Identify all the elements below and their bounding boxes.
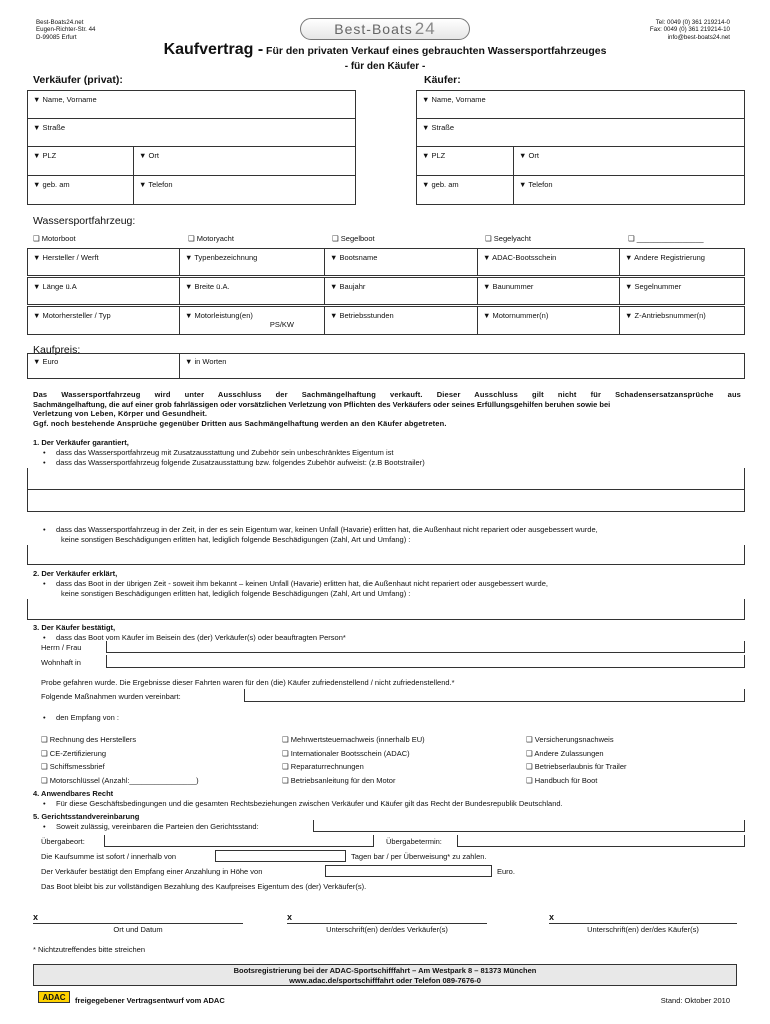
version-date: Stand: Oktober 2010 bbox=[660, 996, 730, 1005]
seller-phone-field[interactable]: ▼ Telefon bbox=[134, 176, 356, 205]
receipt-rechnung-checkbox[interactable]: ❑ Rechnung des Herstellers bbox=[41, 735, 137, 744]
type-segelboot-checkbox[interactable]: ❑ Segelboot bbox=[332, 234, 375, 243]
registration-line1: Bootsregistrierung bei der ADAC-Sportschifffahrt – Am Westpark 8 – 81373 München bbox=[233, 966, 537, 975]
s5-heading: 5. Gerichtsstandvereinbarung bbox=[33, 812, 140, 821]
anzahlung-label: Der Verkäufer bestätigt den Empfang einer Anzahlung in Höhe von bbox=[41, 867, 263, 876]
company-fax: Fax: 0049 (0) 361 219214-10 bbox=[649, 26, 730, 34]
company-name: Best-Boats24.net bbox=[36, 19, 84, 26]
anzahlung-field[interactable] bbox=[325, 865, 492, 877]
manufacturer-field[interactable]: ▼ Hersteller / Werft bbox=[27, 248, 180, 276]
adac-certificate-field[interactable]: ▼ ADAC-Bootsschein bbox=[478, 248, 620, 276]
receipt-messbrief-checkbox[interactable]: ❑ Schiffsmessbrief bbox=[41, 762, 105, 771]
note-text: * Nichtzutreffendes bitte streichen bbox=[33, 945, 146, 954]
year-field[interactable]: ▼ Baujahr bbox=[325, 277, 478, 305]
receipt-ce-checkbox[interactable]: ❑ CE-Zertifizierung bbox=[41, 748, 107, 758]
uebergabeort-field[interactable] bbox=[104, 835, 374, 847]
probe-text: Probe gefahren wurde. Die Ergebnisse dieser Fahrten waren für den (die) Käufer zufriedenstellend / nicht zufriedenstellend.* bbox=[41, 678, 455, 687]
length-field[interactable]: ▼ Länge ü.A bbox=[27, 277, 180, 305]
approval-text: freigegebener Vertragsentwurf vom ADAC bbox=[75, 996, 225, 1005]
s5-bullet1: • Soweit zulässig, vereinbaren die Parteien den Gerichtsstand: bbox=[43, 822, 259, 831]
type-motorboot-checkbox[interactable]: ❑ Motorboot bbox=[33, 234, 76, 243]
width-field[interactable]: ▼ Breite ü.A. bbox=[180, 277, 325, 305]
registration-line2: www.adac.de/sportschifffahrt oder Telefon 089-7676-0 bbox=[289, 975, 481, 985]
receipt-col3 bbox=[526, 733, 627, 787]
buyer-heading: Käufer: bbox=[424, 74, 461, 86]
s2-bullet1-cont: keine sonstigen Beschädigungen erlitten hat, lediglich folgende Beschädigungen (Zahl, Art und Umfang) : bbox=[61, 589, 411, 598]
sig-label-buyer: Unterschrift(en) der/des Käufer(s) bbox=[587, 925, 699, 934]
herr-field[interactable] bbox=[106, 641, 745, 653]
s3-empfang: • den Empfang von : bbox=[43, 713, 120, 722]
type-motoryacht-checkbox[interactable]: ❑ Motoryacht bbox=[188, 234, 234, 243]
page-subtitle: - für den Käufer - bbox=[344, 61, 426, 72]
seller-heading: Verkäufer (privat): bbox=[33, 74, 123, 86]
tagen-label: Tagen bar / per Überweisung* zu zahlen. bbox=[351, 852, 487, 861]
price-euro-field[interactable]: ▼ Euro bbox=[27, 353, 180, 379]
sig-line-seller[interactable] bbox=[287, 923, 487, 924]
s4-bullet1: • Für diese Geschäftsbedingungen und die gesamten Rechtsbeziehungen zwischen Verkäufer und Käufer gilt das Recht der Bundesrepublik Deutschland. bbox=[43, 799, 563, 808]
s1-bullet3-cont: keine sonstigen Beschädigungen erlitten hat, lediglich folgende Beschädigungen (Zahl, Art und Umfang) : bbox=[61, 535, 411, 544]
s1-bullet1: • dass das Wassersportfahrzeug mit Zusatzausstattung und Zubehör sein unbeschränktes Eigentum ist bbox=[43, 448, 394, 457]
accessories-field-2[interactable] bbox=[27, 490, 745, 512]
price-heading: Kaufpreis: bbox=[33, 344, 81, 356]
uebergabeort-label: Übergabeort: bbox=[41, 837, 85, 846]
receipt-col1 bbox=[41, 733, 199, 787]
seller-city-field[interactable]: ▼ Ort bbox=[134, 147, 356, 176]
price-words-field[interactable]: ▼ in Worten bbox=[180, 353, 745, 379]
disclaimer: Das Wassersportfahrzeug wird unter Ausschluss der Sachmängelhaftung verkauft. Dieser Ausschluss gilt nicht für Schadensersatzansprüche aus Sachmängelhaftung, die auf einer grob fahrlässigen oder vorsätzlichen Verletzung von Pflichten des Verkäufers oder seines Erfüllungsgehilfen beruhen sowie bei Verletzung von Leben, Körper und Gesundheit. Ggf. noch bestehende Ansprüche gegenüber Dritten aus Sachmängelhaftung werden an den Käufer abgetreten. bbox=[33, 390, 741, 428]
buyer-name-field[interactable]: ▼ Name, Vorname bbox=[416, 90, 745, 119]
s4-heading: 4. Anwendbares Recht bbox=[33, 789, 114, 798]
company-address bbox=[36, 19, 96, 41]
s3-heading: 3. Der Käufer bestätigt, bbox=[33, 623, 116, 632]
seller-name-field[interactable]: ▼ Name, Vorname bbox=[27, 90, 356, 119]
type-name-field[interactable]: ▼ Typenbezeichnung bbox=[180, 248, 325, 276]
company-city: D-99085 Erfurt bbox=[36, 33, 77, 41]
receipt-zulassungen-checkbox[interactable]: ❑ Andere Zulassungen bbox=[526, 748, 604, 758]
s1-heading: 1. Der Verkäufer garantiert, bbox=[33, 438, 129, 447]
company-contact bbox=[650, 19, 730, 41]
sig-x-2: x bbox=[287, 912, 293, 922]
massnahmen-field[interactable] bbox=[244, 689, 745, 702]
wohn-field[interactable] bbox=[106, 655, 745, 668]
s1-bullet2: • dass das Wassersportfahrzeug folgende Zusatzausstattung bzw. folgendes Zubehör aufweist: (z.B Bootstrailer) bbox=[43, 458, 425, 467]
uebergabetermin-label: Übergabetermin: bbox=[386, 837, 442, 846]
damage-field-1[interactable] bbox=[27, 545, 745, 565]
sig-line-buyer[interactable] bbox=[549, 923, 737, 924]
sig-line-date[interactable] bbox=[33, 923, 243, 924]
receipt-mwst-checkbox[interactable]: ❑ Mehrwertsteuernachweis (innerhalb EU) bbox=[282, 735, 425, 744]
receipt-col2 bbox=[282, 733, 425, 787]
engine-number-field[interactable]: ▼ Motornummer(n) bbox=[478, 306, 620, 335]
s3-bullet1: • dass das Boot vom Käufer im Beisein des (der) Verkäufer(s) oder beauftragten Person* bbox=[43, 633, 346, 642]
buyer-phone-field[interactable]: ▼ Telefon bbox=[514, 176, 745, 205]
receipt-bootsschein-checkbox[interactable]: ❑ Internationaler Bootsschein (ADAC) bbox=[282, 748, 410, 758]
buyer-city-field[interactable]: ▼ Ort bbox=[514, 147, 745, 176]
receipt-anleitung-checkbox[interactable]: ❑ Betriebsanleitung für den Motor bbox=[282, 775, 396, 785]
receipt-schluessel-checkbox[interactable]: ❑ Motorschlüssel (Anzahl:________________) bbox=[41, 775, 199, 785]
sig-label-date: Ort und Datum bbox=[113, 925, 163, 934]
s2-bullet1: • dass das Boot in der übrigen Zeit - soweit ihm bekannt – keinen Unfall (Havarie) erlitten hat, die Außenhaut nicht repariert oder ausgebessert wurde, bbox=[43, 579, 548, 588]
sig-x-1: x bbox=[33, 912, 39, 922]
herr-label: Herrn / Frau bbox=[41, 643, 82, 652]
type-segelyacht-checkbox[interactable]: ❑ Segelyacht bbox=[485, 234, 531, 243]
s1-bullet3: • dass das Wassersportfahrzeug in der Zeit, in der es sein Eigentum war, keinen Unfall (Havarie) erlitten hat, die Außenhaut nicht repariert oder ausgebessert wurde, bbox=[43, 525, 598, 534]
seller-street-field[interactable]: ▼ Straße bbox=[27, 119, 356, 147]
seller-birth-field[interactable]: ▼ geb. am bbox=[27, 176, 134, 205]
kaufsumme-days-field[interactable] bbox=[215, 850, 346, 862]
receipt-reparatur-checkbox[interactable]: ❑ Reparaturrechnungen bbox=[282, 762, 364, 771]
kaufsumme-label: Die Kaufsumme ist sofort / innerhalb von bbox=[41, 852, 177, 861]
other-registration-field[interactable]: ▼ Andere Registrierung bbox=[620, 248, 745, 276]
euro-label: Euro. bbox=[497, 867, 515, 876]
company-tel: Tel: 0049 (0) 361 219214-0 bbox=[655, 19, 730, 26]
company-email: info@best-boats24.net bbox=[667, 33, 730, 41]
sig-x-3: x bbox=[549, 912, 555, 922]
build-number-field[interactable]: ▼ Baunummer bbox=[478, 277, 620, 305]
adac-logo: ADAC bbox=[38, 991, 70, 1003]
boat-name-field[interactable]: ▼ Bootsname bbox=[325, 248, 478, 276]
s2-heading: 2. Der Verkäufer erklärt, bbox=[33, 569, 118, 578]
sig-label-seller: Unterschrift(en) der/des Verkäufer(s) bbox=[326, 925, 448, 934]
massnahmen-label: Folgende Maßnahmen wurden vereinbart: bbox=[41, 692, 181, 701]
buyer-birth-field[interactable]: ▼ geb. am bbox=[416, 176, 514, 205]
best-boats-logo: Best-Boats 24 bbox=[300, 18, 470, 40]
receipt-handbuch-checkbox[interactable]: ❑ Handbuch für Boot bbox=[526, 775, 598, 785]
receipt-versicherung-checkbox[interactable]: ❑ Versicherungsnachweis bbox=[526, 735, 614, 744]
sail-number-field[interactable]: ▼ Segelnummer bbox=[620, 277, 745, 305]
receipt-trailer-checkbox[interactable]: ❑ Betriebserlaubnis für Trailer bbox=[526, 762, 627, 771]
seller-zip-field[interactable]: ▼ PLZ bbox=[27, 147, 134, 176]
engine-maker-field[interactable]: ▼ Motorhersteller / Typ bbox=[27, 306, 180, 335]
operating-hours-field[interactable]: ▼ Betriebsstunden bbox=[325, 306, 478, 335]
engine-power-field[interactable]: ▼ Motorleistung(en) PS/KW bbox=[180, 306, 325, 335]
wohn-label: Wohnhaft in bbox=[41, 658, 81, 667]
registration-info-box bbox=[33, 964, 737, 986]
ps-kw-label: PS/KW bbox=[269, 320, 294, 329]
buyer-zip-field[interactable]: ▼ PLZ bbox=[416, 147, 514, 176]
damage-field-2[interactable] bbox=[27, 599, 745, 620]
buyer-street-field[interactable]: ▼ Straße bbox=[416, 119, 745, 147]
z-drive-number-field[interactable]: ▼ Z-Antriebsnummer(n) bbox=[620, 306, 745, 335]
boat-heading: Wassersportfahrzeug: bbox=[33, 215, 136, 227]
company-street: Eugen-Richter-Str. 44 bbox=[36, 26, 96, 34]
accessories-field-1[interactable] bbox=[27, 468, 745, 490]
eigentum-text: Das Boot bleibt bis zur vollständigen Bezahlung des Kaufpreises Eigentum des (der) Verkäufer(s). bbox=[41, 882, 367, 891]
uebergabetermin-field[interactable] bbox=[457, 835, 745, 847]
type-other-checkbox[interactable]: ❑ ________________ bbox=[628, 234, 704, 243]
page-title: Kaufvertrag - Für den privaten Verkauf eines gebrauchten Wassersportfahrzeuges bbox=[163, 41, 607, 58]
court-field[interactable] bbox=[313, 820, 745, 832]
